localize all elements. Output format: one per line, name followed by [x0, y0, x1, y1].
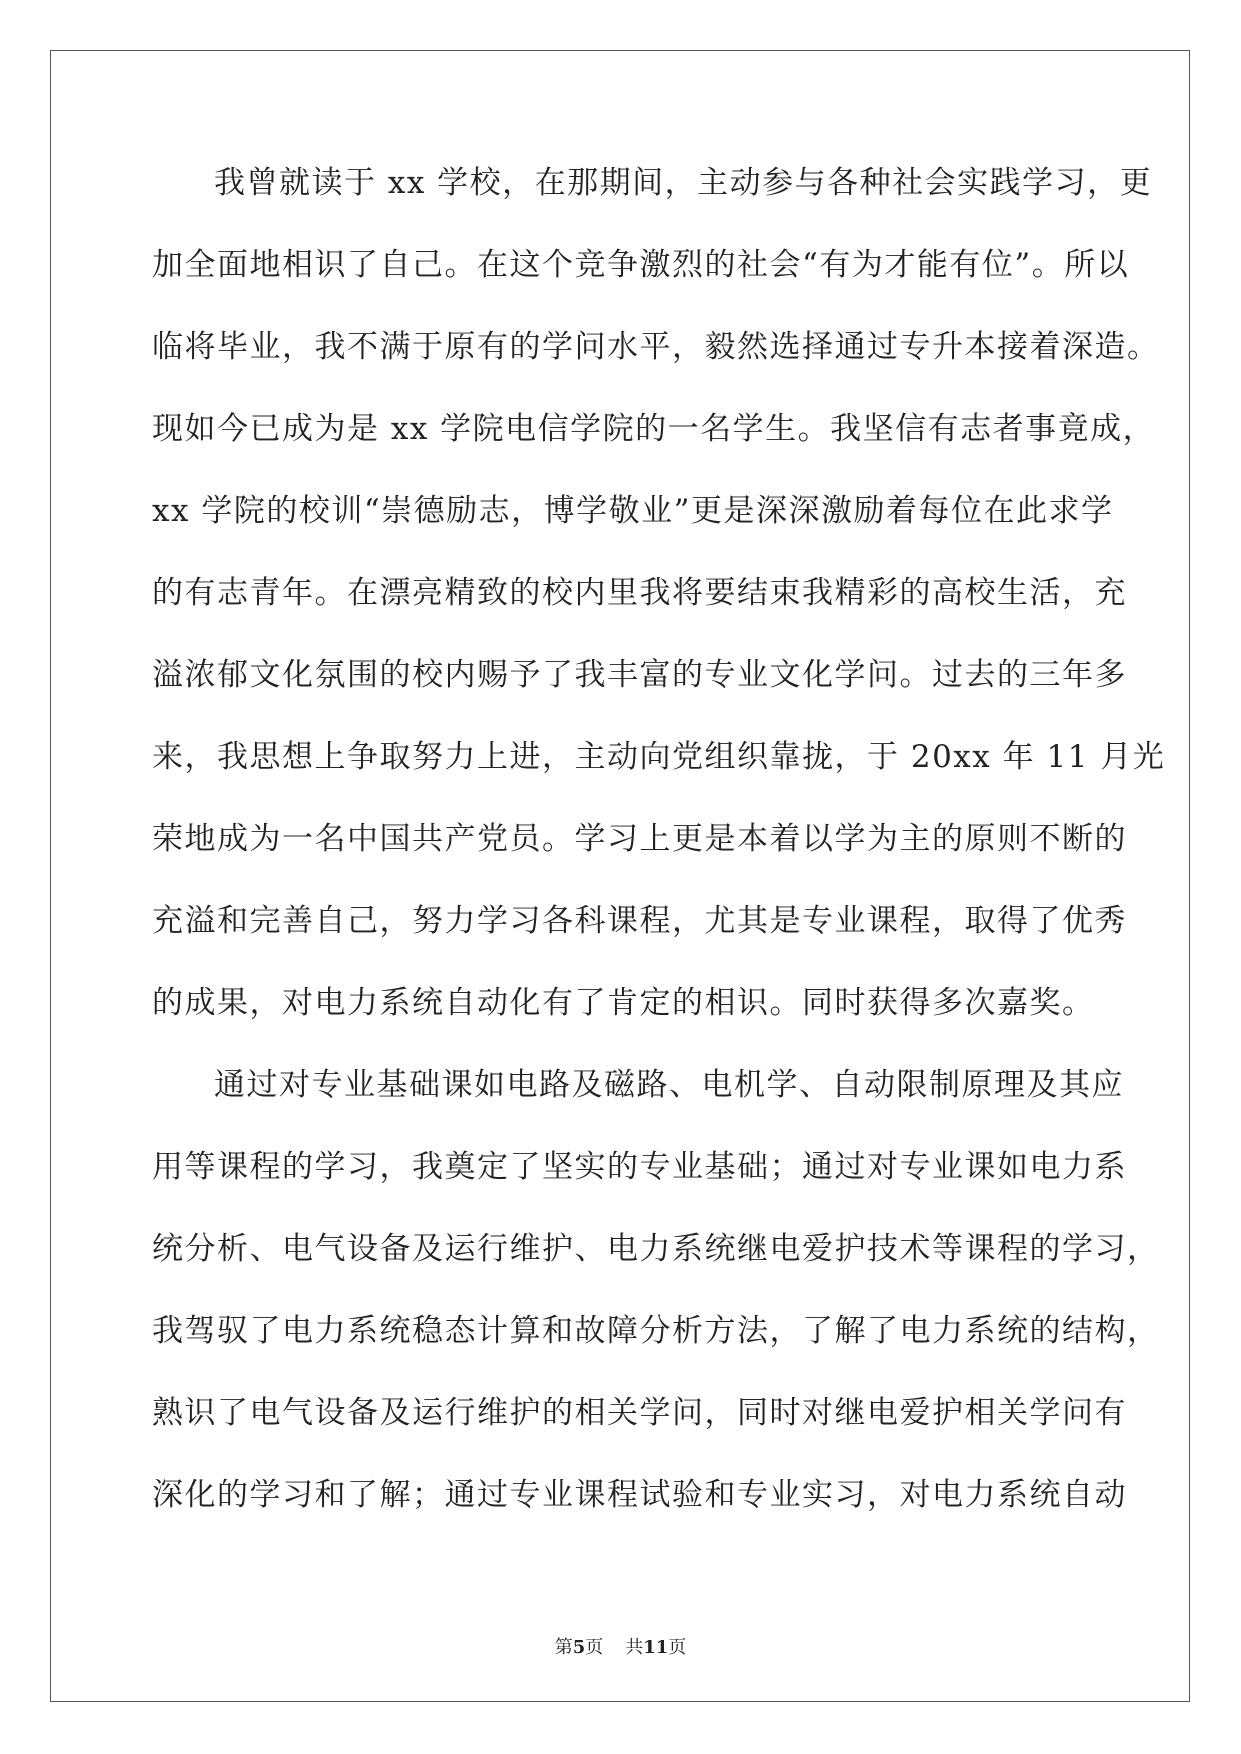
page-suffix: 页	[585, 1637, 604, 1658]
text-line: 加全面地相识了自己。在这个竞争激烈的社会“有为才能有位”。所以	[152, 247, 1130, 283]
text-line: 统分析、电气设备及运行维护、电力系统继电爱护技术等课程的学习，	[152, 1231, 1160, 1267]
text-line: 通过对专业基础课如电路及磁路、电机学、自动限制原理及其应	[214, 1067, 1124, 1103]
total-prefix: 共	[625, 1637, 644, 1658]
text-line: xx 学院的校训“崇德励志，博学敬业”更是深深激励着每位在此求学	[152, 493, 1114, 529]
text-line: 的有志青年。在漂亮精致的校内里我将要结束我精彩的高校生活，充	[152, 575, 1127, 611]
text-line: 我驾驭了电力系统稳态计算和故障分析方法，了解了电力系统的结构，	[152, 1313, 1160, 1349]
paragraph-2	[152, 1062, 1160, 1554]
paragraph-1	[152, 160, 1166, 1062]
document-body	[152, 160, 1166, 1554]
text-line: 熟识了电气设备及运行维护的相关学问，同时对继电爱护相关学问有	[152, 1395, 1127, 1431]
total-pages: 11	[643, 1637, 669, 1658]
text-line: 荣地成为一名中国共产党员。学习上更是本着以学为主的原则不断的	[152, 821, 1127, 857]
text-line: 充溢和完善自己，努力学习各科课程，尤其是专业课程，取得了优秀	[152, 903, 1127, 939]
total-suffix: 页	[668, 1637, 687, 1658]
text-line: 用等课程的学习，我奠定了坚实的专业基础；通过对专业课如电力系	[152, 1149, 1127, 1185]
text-line: 溢浓郁文化氛围的校内赐予了我丰富的专业文化学问。过去的三年多	[152, 657, 1127, 693]
page-footer	[0, 1633, 1241, 1659]
page-prefix: 第	[554, 1637, 573, 1658]
text-line: 临将毕业，我不满于原有的学问水平，毅然选择通过专升本接着深造。	[152, 329, 1160, 365]
page-number: 5	[572, 1637, 586, 1658]
text-line: 来，我思想上争取努力上进，主动向党组织靠拢，于 20xx 年 11 月光	[152, 739, 1166, 775]
text-line: 深化的学习和了解；通过专业课程试验和专业实习，对电力系统自动	[152, 1477, 1127, 1513]
text-line: 我曾就读于 xx 学校，在那期间，主动参与各种社会实践学习，更	[214, 165, 1153, 201]
text-line: 的成果，对电力系统自动化有了肯定的相识。同时获得多次嘉奖。	[152, 985, 1095, 1021]
text-line: 现如今已成为是 xx 学院电信学院的一名学生。我坚信有志者事竟成，	[152, 411, 1156, 447]
